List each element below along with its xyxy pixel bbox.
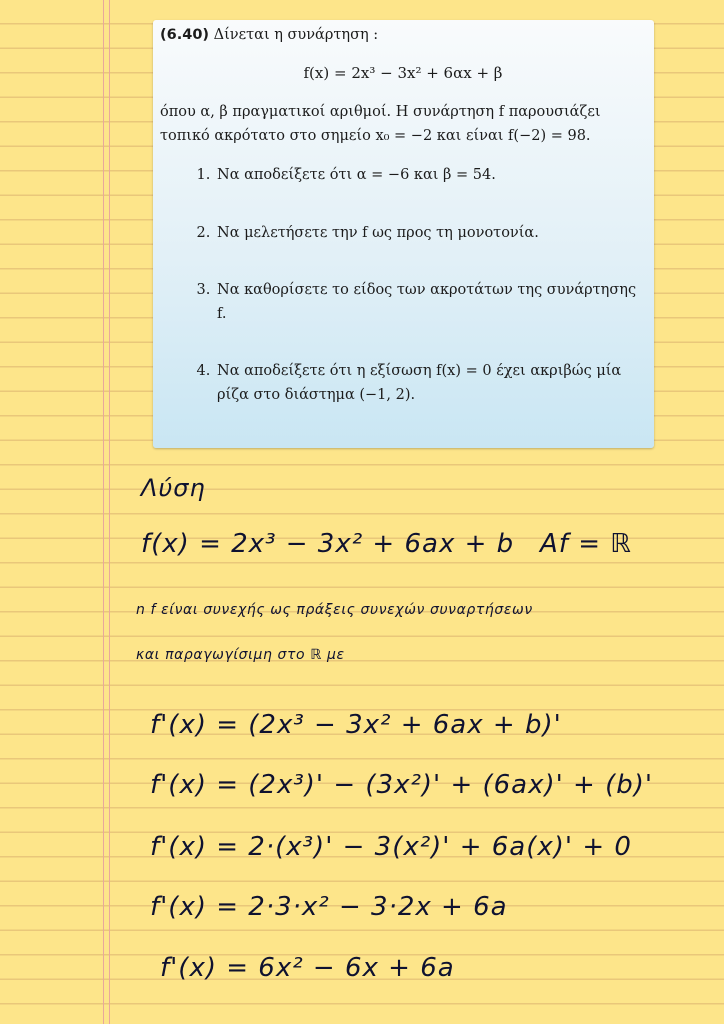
note-line-function: f(x) = 2x³ − 3x² + 6ax + b [141, 529, 515, 559]
notebook-margin-line [109, 0, 110, 1024]
problem-item: 4. Να αποδείξετε ότι η εξίσωση f(x) = 0 έχει ακριβώς μία ρίζα στο διάστημα (−1, 2). [215, 359, 646, 407]
note-line-derivative: f'(x) = 2·3·x² − 3·2x + 6a [150, 892, 508, 922]
notebook-margin-line [103, 0, 104, 1024]
problem-items [160, 163, 646, 407]
problem-title: Δίνεται η συνάρτηση : [213, 27, 379, 43]
note-line-differentiable: και παραγωγίσιμη στο ℝ με [136, 647, 345, 663]
problem-item: 2. Να μελετήσετε την f ως προς τη μονοτονία. [215, 221, 646, 245]
problem-item: 3. Να καθορίσετε το είδος των ακροτάτων της συνάρτησης f. [215, 278, 646, 326]
note-line-derivative: f'(x) = (2x³)' − (3x²)' + (6ax)' + (b)' [150, 770, 654, 800]
solution-heading: Λύση [141, 474, 206, 502]
problem-card [153, 20, 654, 448]
function-formula: f(x) = 2x³ − 3x² + 6αx + β [303, 64, 503, 82]
note-line-derivative: f'(x) = 2·(x³)' − 3(x²)' + 6a(x)' + 0 [150, 832, 632, 862]
note-domain: Af = ℝ [540, 529, 632, 559]
note-line-derivative: f'(x) = (2x³ − 3x² + 6ax + b)' [150, 710, 562, 740]
problem-intro: όπου α, β πραγματικοί αριθμοί. Η συνάρτηση f παρουσιάζει τοπικό ακρότατο στο σημείο x₀ = −2 και είναι f(−2) = 98. [160, 104, 601, 144]
problem-item: 1. Να αποδείξετε ότι α = −6 και β = 54. [215, 163, 646, 187]
problem-header [160, 25, 646, 45]
problem-number: (6.40) [160, 27, 210, 43]
note-line-derivative: f'(x) = 6x² − 6x + 6a [160, 953, 455, 983]
note-line-continuity: n f είναι συνεχής ως πράξεις συνεχών συναρτήσεων [136, 602, 533, 618]
